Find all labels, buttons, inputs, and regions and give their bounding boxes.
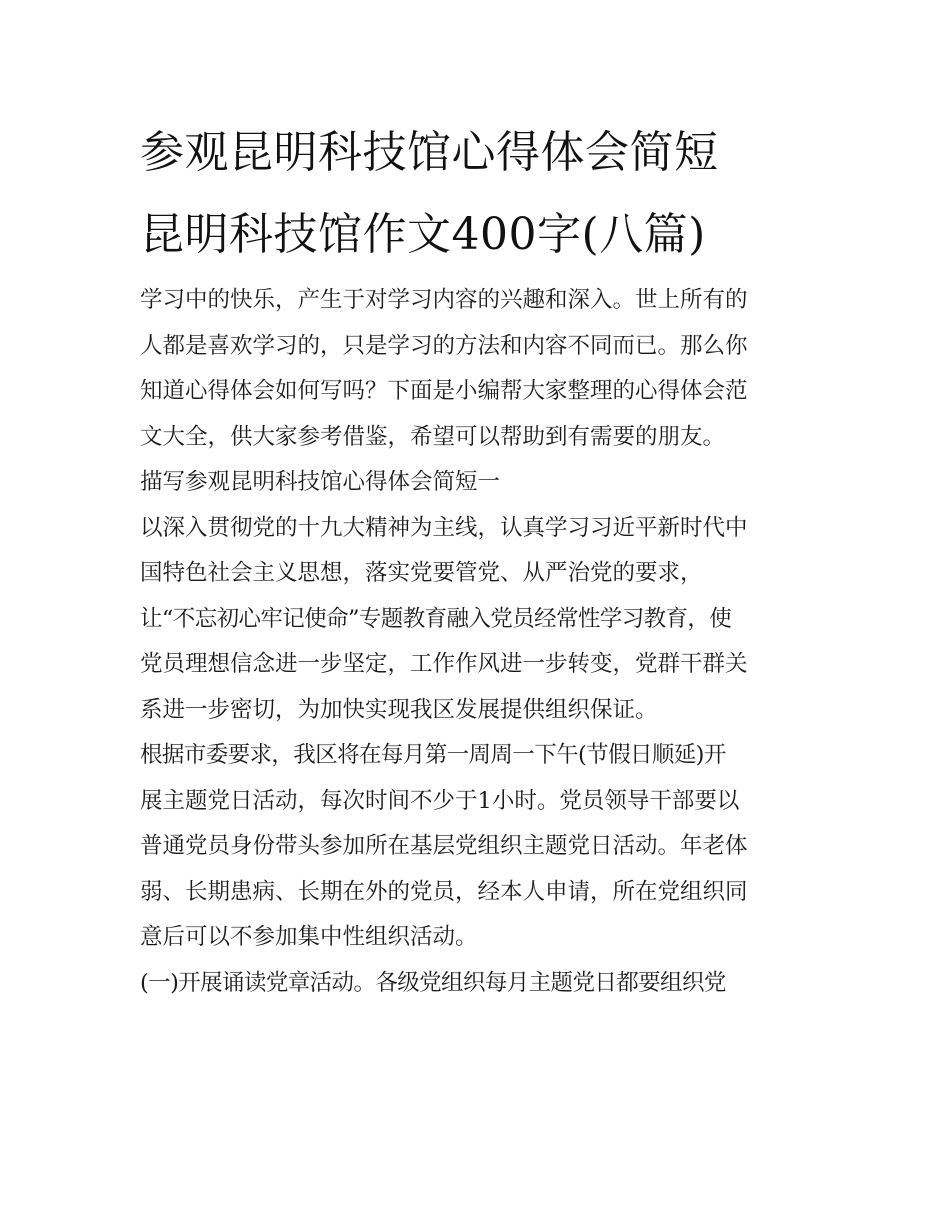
body-line: 以深入贯彻党的十九大精神为主线，认真学习习近平新时代中 [140,514,748,541]
title-line-1: 参观昆明科技馆心得体会简短 [140,127,719,178]
body-line: 党员理想信念进一步坚定，工作作风进一步转变，党群干群关 [140,651,748,677]
body-line: (一)开展诵读党章活动。各级党组织每月主题党日都要组织党 [140,969,726,996]
body-line: 知道心得体会如何写吗？下面是小编帮大家整理的心得体会范 [140,378,748,404]
document-body [140,278,830,1006]
body-line: 国特色社会主义思想，落实党要管党、从严治党的要求， [140,560,703,586]
body-line: 人都是喜欢学习的，只是学习的方法和内容不同而已。那么你 [140,332,748,359]
body-line: 让“不忘初心牢记使命”专题教育融入党员经常性学习教育，使 [140,605,732,632]
section-heading: 描写参观昆明科技馆心得体会简短一 [140,469,501,495]
title-line-2: 昆明科技馆作文400字(八篇) [140,209,706,260]
body-line: 学习中的快乐，产生于对学习内容的兴趣和深入。世上所有的 [140,287,748,313]
body-line: 展主题党日活动，每次时间不少于1小时。党员领导干部要以 [140,787,740,814]
body-line: 系进一步密切，为加快实现我区发展提供组织保证。 [140,696,658,723]
body-line: 意后可以不参加集中性组织活动。 [140,924,478,950]
body-line: 弱、长期患病、长期在外的党员，经本人申请，所在党组织同 [140,878,748,905]
body-line: 文大全，供大家参考借鉴，希望可以帮助到有需要的朋友。 [140,423,726,450]
body-line: 普通党员身份带头参加所在基层党组织主题党日活动。年老体 [140,833,748,859]
body-line: 根据市委要求，我区将在每月第一周周一下午(节假日顺延)开 [140,742,726,768]
document-title [140,112,840,276]
